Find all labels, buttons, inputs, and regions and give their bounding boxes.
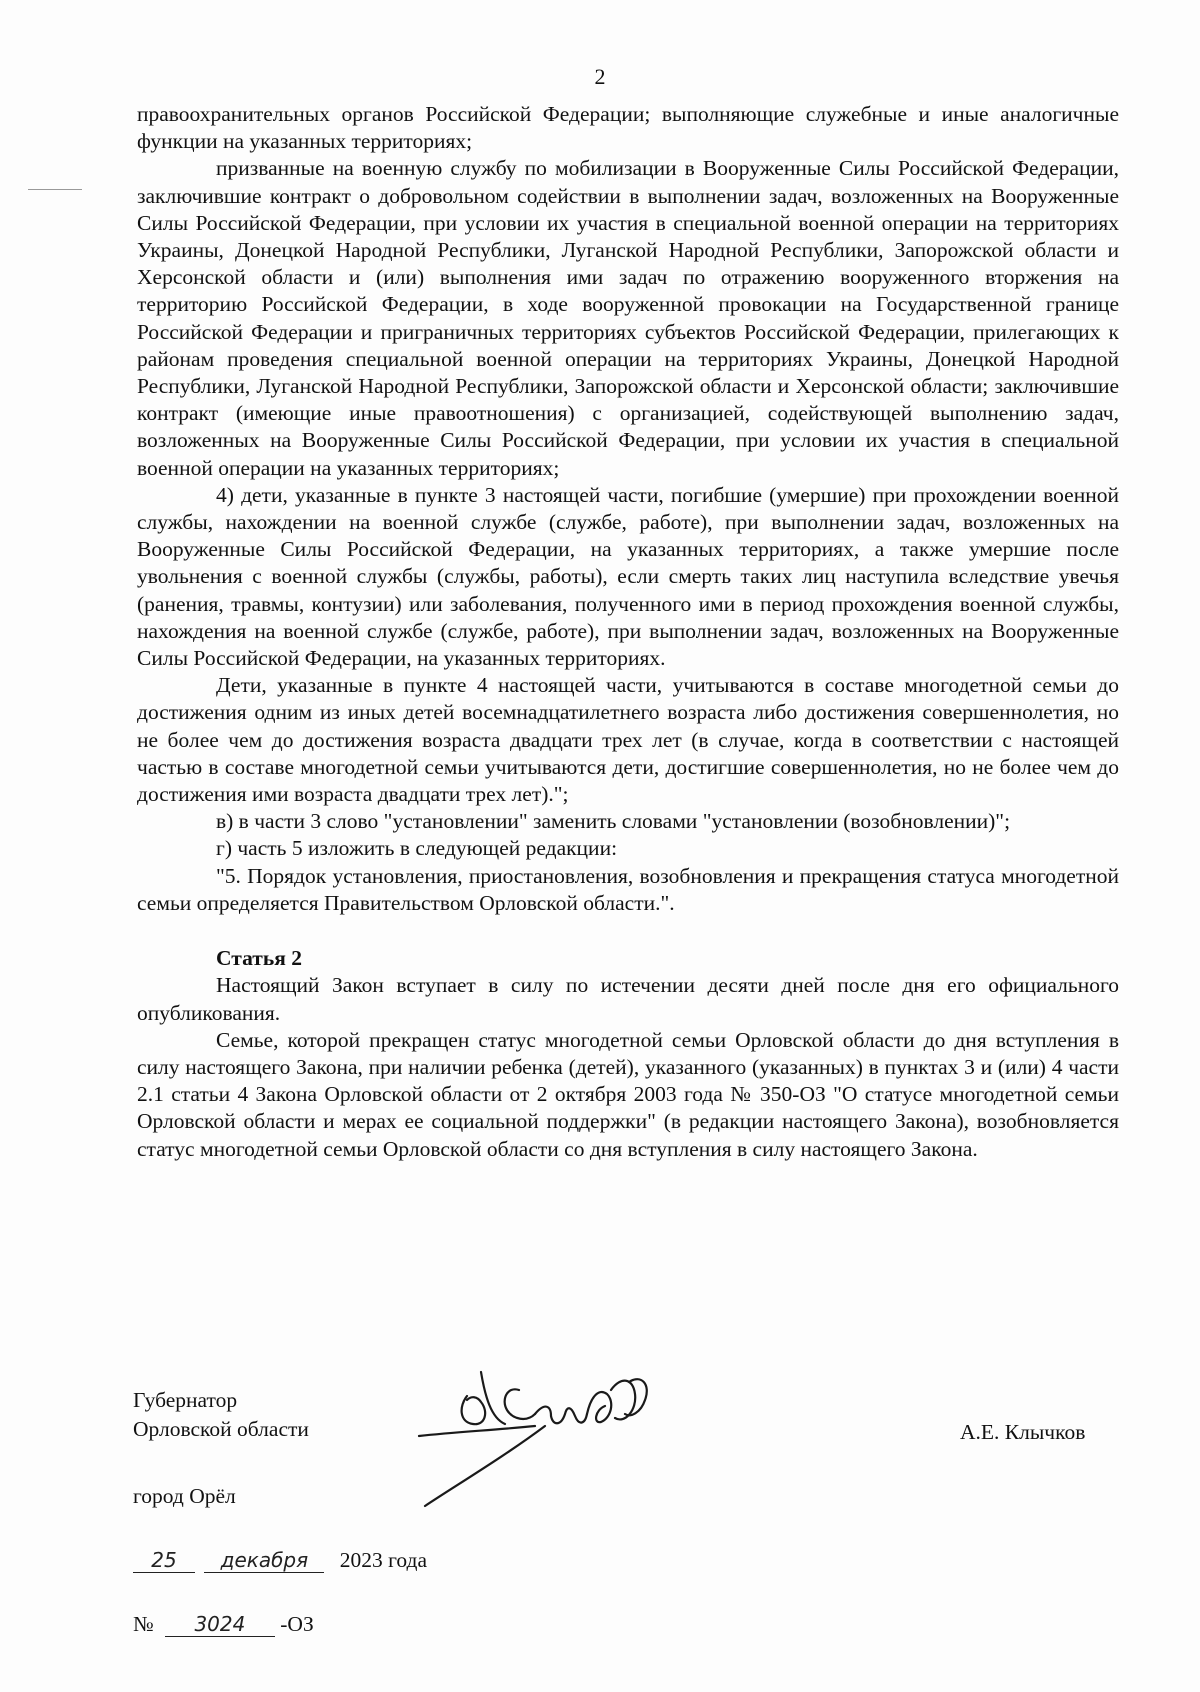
margin-mark — [28, 189, 82, 190]
signatory-name: А.Е. Клычков — [960, 1420, 1086, 1444]
signatory-title-line: Губернатор — [133, 1388, 238, 1412]
date-day: 25 — [133, 1548, 195, 1573]
signatory-title — [133, 1386, 309, 1444]
paragraph: Настоящий Закон вступает в силу по истечении десяти дней после дня его официального опубликования. — [137, 973, 1119, 1025]
article-heading: Статья 2 — [216, 946, 302, 971]
city-label: город Орёл — [133, 1484, 236, 1508]
paragraph: Дети, указанные в пункте 4 настоящей части, учитываются в составе многодетной семьи до достижения одним из иных детей восемнадцатилетнего возраста либо достижения совершеннолетия, но не более чем до достижения возраста двадцати трех лет (в случае, когда в соответствии с настоящей частью в составе многодетной семьи учитываются дети, достигшие совершеннолетия, но не более чем до достижения ими возраста двадцати трех лет)."; — [137, 673, 1119, 807]
signatory-title-line: Орловской области — [133, 1417, 309, 1441]
date-year: 2023 года — [339, 1548, 428, 1572]
paragraph: Семье, которой прекращен статус многодетной семьи Орловской области до дня вступления в силу настоящего Закона, при наличии ребенка (детей), указанного (указанных) в пунктах 3 и (или) 4 части 2.1 статьи 4 Закона Орловской области от 2 октября 2003 года № 350-ОЗ "О статусе многодетной семьи Орловской области и мерах ее социальной поддержки" (в редакции настоящего Закона), возобновляется статус многодетной семьи Орловской области со дня вступления в силу настоящего Закона. — [137, 1027, 1119, 1161]
handwritten-signature — [415, 1366, 685, 1516]
paragraph: в) в части 3 слово "установлении" заменить словами "установлении (возобновлении)"; — [216, 809, 1011, 834]
paragraph: г) часть 5 изложить в следующей редакции: — [216, 836, 618, 861]
law-number-value: 3024 — [165, 1612, 275, 1637]
number-sign: № — [133, 1612, 154, 1636]
document-body — [137, 101, 1119, 1163]
law-number-suffix: -ОЗ — [280, 1612, 314, 1636]
signing-date — [133, 1548, 427, 1573]
law-number — [133, 1612, 314, 1637]
paragraph: 4) дети, указанные в пункте 3 настоящей части, погибшие (умершие) при прохождении военной службы, нахождении на военной службе (службе, работе), при выполнении задач, возложенных на Вооруженные Силы Российской Федерации, на указанных территориях, а также умершие после увольнения с военной службы (службы, работы), если смерть таких лиц наступила вследствие увечья (ранения, травмы, контузии) или заболевания, полученного ими в период прохождения военной службы, нахождения на военной службе (службе, работе), при выполнении задач, возложенных на Вооруженные Силы Российской Федерации, на указанных территориях. — [137, 482, 1119, 671]
page-number: 2 — [594, 64, 606, 89]
date-month: декабря — [204, 1548, 324, 1573]
paragraph: правоохранительных органов Российской Федерации; выполняющие служебные и иные аналогичные функции на указанных территориях; — [137, 102, 1119, 154]
paragraph: "5. Порядок установления, приостановления, возобновления и прекращения статуса многодетной семьи определяется Правительством Орловской области.". — [137, 863, 1119, 915]
paragraph: призванные на военную службу по мобилизации в Вооруженные Силы Российской Федерации, заключившие контракт о добровольном содействии в выполнении задач, возложенных на Вооруженные Силы Российской Федерации, при условии их участия в специальной военной операции на территориях Украины, Донецкой Народной Республики, Луганской Народной Республики, Запорожской области и Херсонской области и (или) выполнения ими задач по отражению вооруженного вторжения на территорию Российской Федерации, в ходе вооруженной провокации на Государственной границе Российской Федерации и приграничных территориях субъектов Российской Федерации, прилегающих к районам проведения специальной военной операции на территориях Украины, Донецкой Народной Республики, Луганской Народной Республики, Запорожской области и Херсонской области; заключившие контракт (имеющие иные правоотношения) с организацией, содействующей выполнению задач, возложенных на Вооруженные Силы Российской Федерации, при условии их участия в специальной военной операции на указанных территориях; — [137, 156, 1119, 480]
